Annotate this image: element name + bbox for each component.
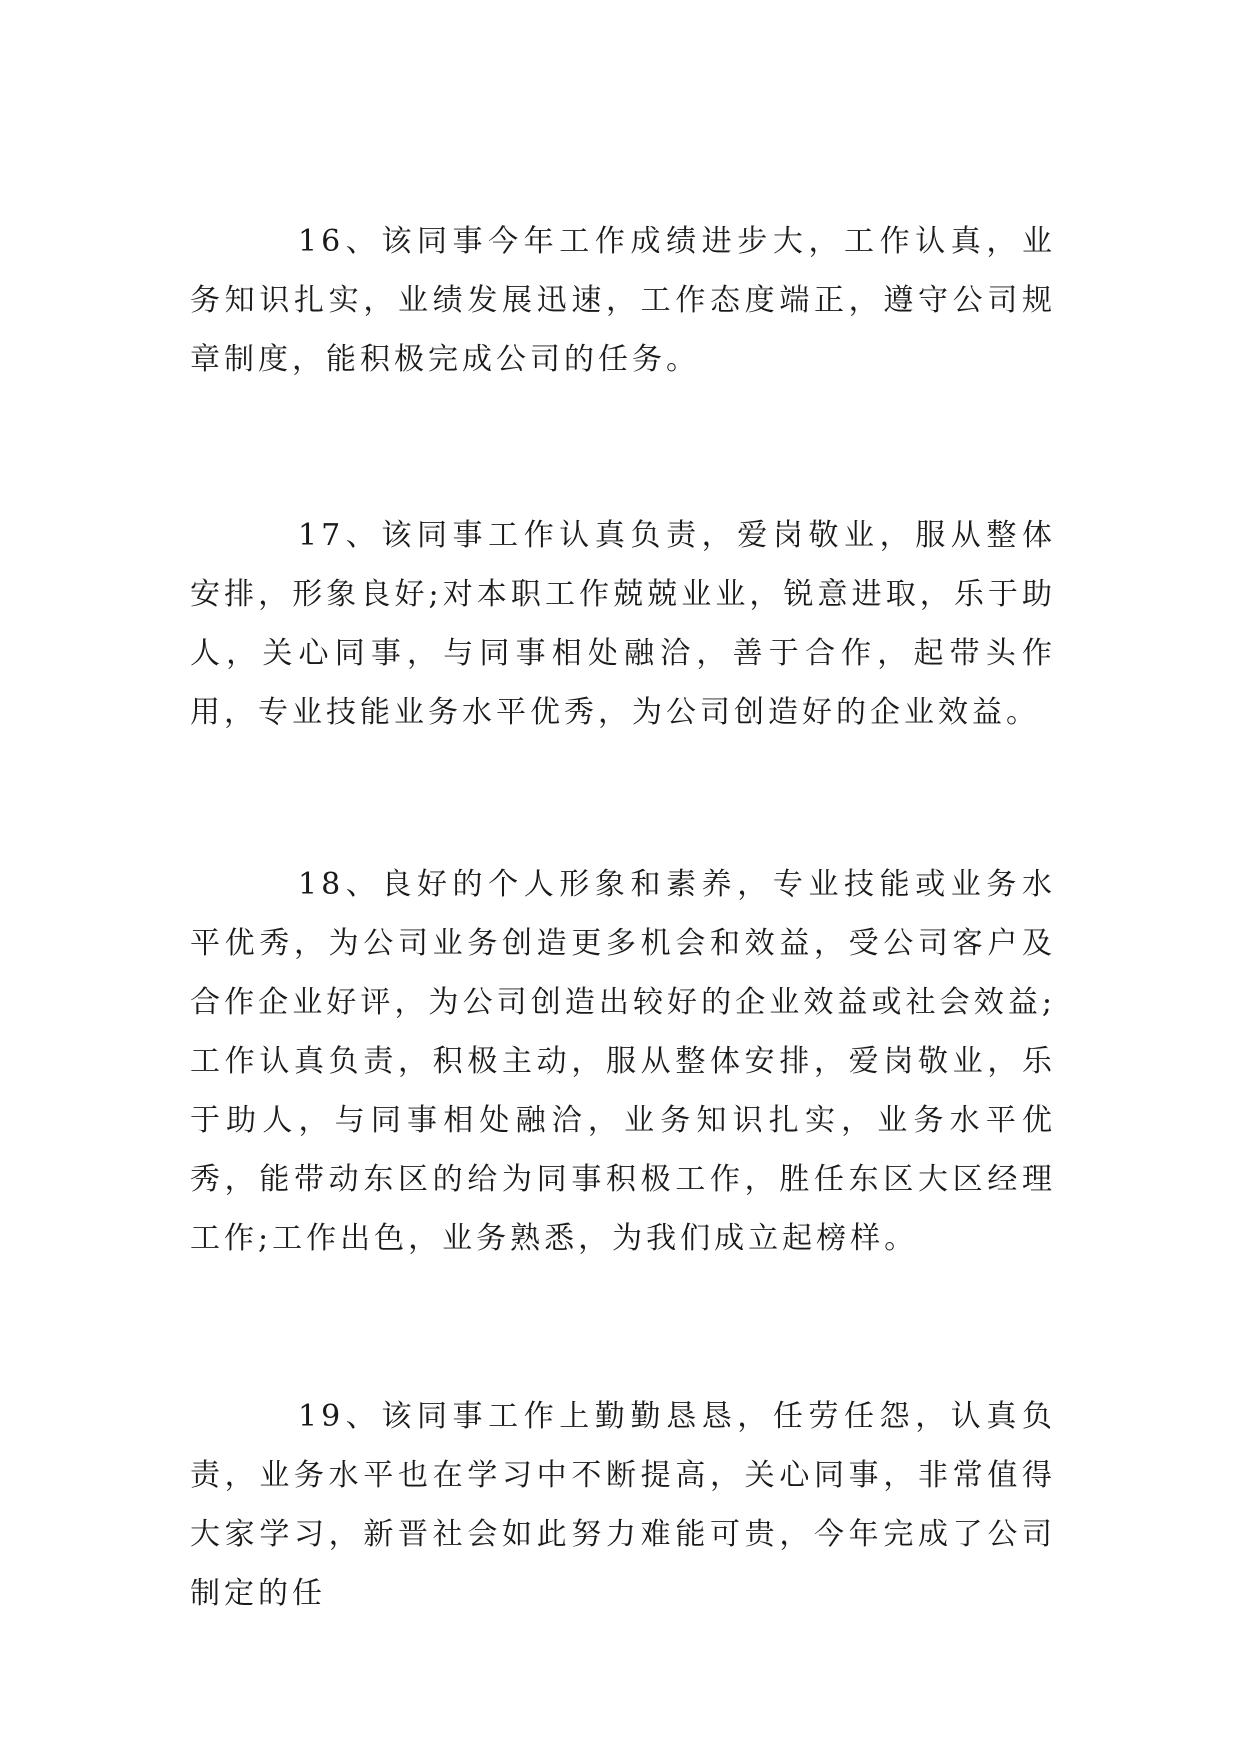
paragraph-16: 16、该同事今年工作成绩进步大，工作认真，业务知识扎实，业绩发展迅速，工作态度端正，遵守公司规章制度，能积极完成公司的任务。 <box>190 224 1056 377</box>
paragraph-19: 19、该同事工作上勤勤恳恳，任劳任怨，认真负责，业务水平也在学习中不断提高，关心同事，非常值得大家学习，新晋社会如此努力难能可贵，今年完成了公司制定的任 <box>190 1399 1056 1611</box>
paragraph-18: 18、良好的个人形象和素养，专业技能或业务水平优秀，为公司业务创造更多机会和效益，受公司客户及合作企业好评，为公司创造出较好的企业效益或社会效益;工作认真负责，积极主动，服从整体安排，爱岗敬业，乐于助人，与同事相处融洽，业务知识扎实，业务水平优秀，能带动东区的给为同事积极工作，胜任东区大区经理工作;工作出色，业务熟悉，为我们成立起榜样。 <box>190 867 1056 1256</box>
paragraph-17: 17、该同事工作认真负责，爱岗敬业，服从整体安排，形象良好;对本职工作兢兢业业，锐意进取，乐于助人，关心同事，与同事相处融洽，善于合作，起带头作用，专业技能业务水平优秀，为公司创造好的企业效益。 <box>190 518 1056 730</box>
